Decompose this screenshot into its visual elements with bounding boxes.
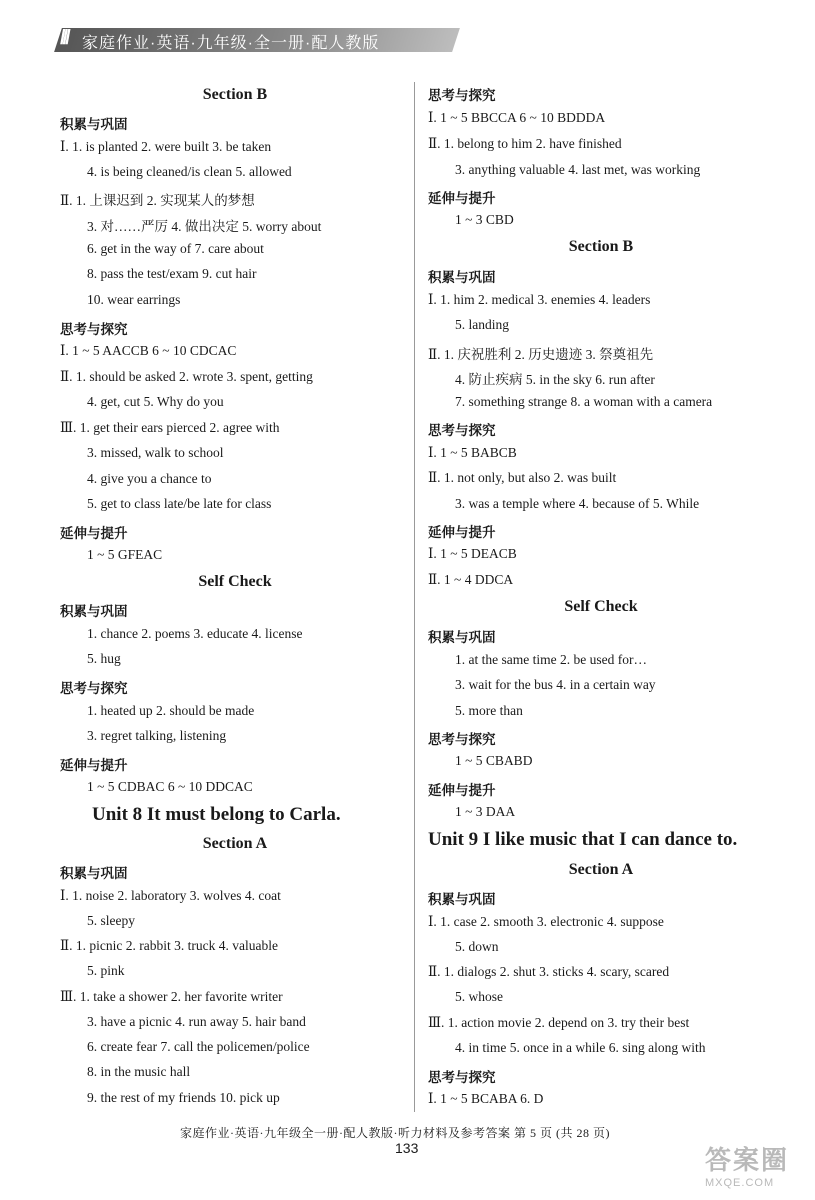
- subsection-label: 思考与探究: [428, 1070, 496, 1086]
- section-heading: Section A: [568, 861, 634, 878]
- answer-line: Ⅲ. 1. take a shower 2. her favorite writer: [60, 989, 283, 1004]
- subsection-label: 积累与巩固: [60, 117, 128, 133]
- answer-line: Ⅱ. 1. should be asked 2. wrote 3. spent, getting: [60, 369, 313, 384]
- answer-line: 5. landing: [455, 317, 509, 332]
- answer-line: 4. 防止疾病 5. in the sky 6. run after: [455, 372, 655, 387]
- answer-line: 8. pass the test/exam 9. cut hair: [87, 266, 257, 281]
- answer-line: Ⅰ. 1 ~ 5 BCABA 6. D: [428, 1091, 544, 1106]
- subsection-label: 思考与探究: [428, 423, 496, 439]
- answer-line: 4. is being cleaned/is clean 5. allowed: [87, 164, 292, 179]
- answer-line: Ⅲ. 1. action movie 2. depend on 3. try their best: [428, 1015, 690, 1030]
- answer-line: 1 ~ 5 CBABD: [455, 753, 533, 768]
- answer-line: Ⅰ. 1 ~ 5 BABCB: [428, 445, 517, 460]
- subsection-label: 延伸与提升: [428, 783, 496, 799]
- answer-line: Ⅱ. 1. belong to him 2. have finished: [428, 136, 622, 151]
- subsection-label: 积累与巩固: [428, 892, 496, 908]
- header-title: 家庭作业·英语·九年级·全一册·配人教版: [82, 35, 380, 52]
- watermark-logo: 答案圈: [705, 1145, 790, 1175]
- section-heading: Section B: [568, 238, 634, 255]
- answer-line: 5. hug: [87, 651, 121, 666]
- answer-line: Ⅱ. 1. dialogs 2. shut 3. sticks 4. scary, scared: [428, 964, 670, 979]
- unit-title: Unit 9 I like music that I can dance to.: [428, 829, 738, 850]
- footer-text: 家庭作业·英语·九年级全一册·配人教版·听力材料及参考答案 第 5 页 (共 28 页): [180, 1126, 610, 1140]
- column-divider: [414, 82, 415, 1112]
- answer-line: Ⅱ. 1. picnic 2. rabbit 3. truck 4. valuable: [60, 938, 278, 953]
- answer-line: Ⅱ. 1. not only, but also 2. was built: [428, 470, 617, 485]
- subsection-label: 思考与探究: [428, 88, 496, 104]
- subsection-label: 延伸与提升: [428, 191, 496, 207]
- answer-line: 3. regret talking, listening: [87, 728, 227, 743]
- subsection-label: 延伸与提升: [428, 525, 496, 541]
- answer-line: 7. something strange 8. a woman with a camera: [455, 394, 713, 409]
- answer-line: 3. was a temple where 4. because of 5. While: [455, 496, 700, 511]
- answer-line: 6. create fear 7. call the policemen/police: [87, 1039, 310, 1054]
- answer-line: Ⅰ. 1. him 2. medical 3. enemies 4. leaders: [428, 292, 651, 307]
- answer-line: 3. 对……严厉 4. 做出决定 5. worry about: [87, 219, 322, 234]
- answer-line: 10. wear earrings: [87, 292, 181, 307]
- answer-line: Ⅰ. 1. case 2. smooth 3. electronic 4. suppose: [428, 914, 664, 929]
- answer-line: Ⅰ. 1 ~ 5 BBCCA 6 ~ 10 BDDDA: [428, 110, 606, 125]
- subsection-label: 思考与探究: [428, 732, 496, 748]
- section-heading: Section B: [202, 86, 268, 103]
- answer-line: 6. get in the way of 7. care about: [87, 241, 264, 256]
- answer-line: Ⅰ. 1 ~ 5 AACCB 6 ~ 10 CDCAC: [60, 343, 237, 358]
- subsection-label: 积累与巩固: [60, 604, 128, 620]
- answer-line: 1. at the same time 2. be used for…: [455, 652, 647, 667]
- answer-line: Ⅲ. 1. get their ears pierced 2. agree with: [60, 420, 280, 435]
- answer-line: 5. whose: [455, 989, 503, 1004]
- answer-line: 3. wait for the bus 4. in a certain way: [455, 677, 656, 692]
- answer-line: 1. chance 2. poems 3. educate 4. license: [87, 626, 303, 641]
- answer-line: 3. have a picnic 4. run away 5. hair band: [87, 1014, 306, 1029]
- answer-line: Ⅱ. 1. 庆祝胜利 2. 历史遗迹 3. 祭奠祖先: [428, 347, 654, 362]
- answer-line: 4. in time 5. once in a while 6. sing along with: [455, 1040, 706, 1055]
- subsection-label: 思考与探究: [60, 681, 128, 697]
- answer-line: 3. anything valuable 4. last met, was working: [455, 162, 701, 177]
- answer-line: 8. in the music hall: [87, 1064, 191, 1079]
- answer-line: 1 ~ 3 DAA: [455, 804, 516, 819]
- watermark-site: MXQE.COM: [705, 1177, 775, 1189]
- answer-line: 5. pink: [87, 963, 125, 978]
- answer-line: 1 ~ 3 CBD: [455, 212, 514, 227]
- answer-line: 3. missed, walk to school: [87, 445, 224, 460]
- answer-line: 4. give you a chance to: [87, 471, 212, 486]
- answer-line: Ⅰ. 1. noise 2. laboratory 3. wolves 4. coat: [60, 888, 281, 903]
- section-heading: Self Check: [564, 598, 638, 615]
- answer-line: 1 ~ 5 GFEAC: [87, 547, 163, 562]
- answer-line: 5. more than: [455, 703, 523, 718]
- subsection-label: 积累与巩固: [428, 630, 496, 646]
- answer-line: Ⅰ. 1 ~ 5 DEACB: [428, 546, 517, 561]
- subsection-label: 延伸与提升: [60, 526, 128, 542]
- answer-line: 1. heated up 2. should be made: [87, 703, 255, 718]
- subsection-label: 延伸与提升: [60, 758, 128, 774]
- answer-line: 5. sleepy: [87, 913, 135, 928]
- watermark: [705, 1140, 805, 1195]
- subsection-label: 积累与巩固: [60, 866, 128, 882]
- subsection-label: 积累与巩固: [428, 270, 496, 286]
- section-heading: Self Check: [198, 573, 272, 590]
- answer-line: 9. the rest of my friends 10. pick up: [87, 1090, 280, 1105]
- page-number: 133: [395, 1140, 419, 1156]
- unit-title: Unit 8 It must belong to Carla.: [92, 804, 341, 825]
- subsection-label: 思考与探究: [60, 322, 128, 338]
- section-heading: Section A: [202, 835, 268, 852]
- answer-line: 5. down: [455, 939, 499, 954]
- answer-line: 5. get to class late/be late for class: [87, 496, 272, 511]
- answer-line: 1 ~ 5 CDBAC 6 ~ 10 DDCAC: [87, 779, 253, 794]
- header-marks: ///: [60, 27, 68, 49]
- answer-line: Ⅰ. 1. is planted 2. were built 3. be taken: [60, 139, 272, 154]
- answer-line: Ⅱ. 1 ~ 4 DDCA: [428, 572, 514, 587]
- answer-line: Ⅱ. 1. 上课迟到 2. 实现某人的梦想: [60, 193, 255, 208]
- answer-line: 4. get, cut 5. Why do you: [87, 394, 224, 409]
